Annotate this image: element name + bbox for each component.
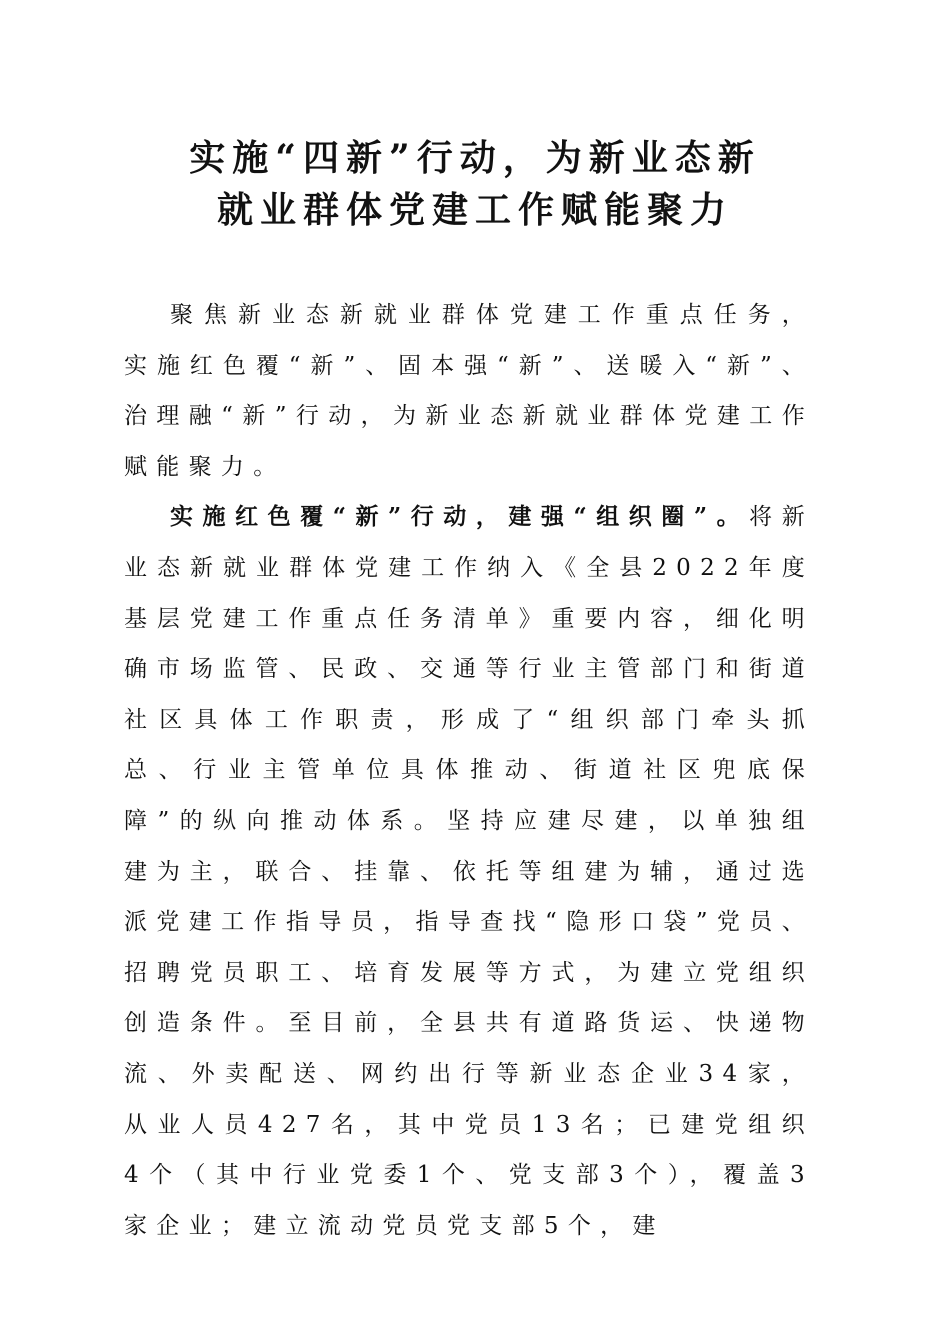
section-1-body: 将新业态新就业群体党建工作纳入《全县2022年度基层党建工作重点任务清单》重要内容，细化明确市场监管、民政、交通等行业主管部门和街道社区具体工作职责，形成了“组织部门牵头抓总、行业主管单位具体推动、街道社区兜底保障”的纵向推动体系。坚持应建尽建，以单独组建为主，联合、挂靠、依托等组建为辅，通过选派党建工作指导员，指导查找“隐形口袋”党员、招聘党员职工、培育发展等方式，为建立党组织创造条件。至目前，全县共有道路货运、快递物流、外卖配送、网约出行等新业态企业34家，从业人员427名，其中党员13名；已建党组织4个（其中行业党委1个、党支部3个），覆盖3家企业；建立流动党员党支部5个，建 [124, 504, 814, 1239]
document-title [120, 132, 830, 236]
document-body [124, 290, 814, 1251]
section-1-paragraph [124, 492, 814, 1251]
intro-paragraph: 聚焦新业态新就业群体党建工作重点任务，实施红色覆“新”、固本强“新”、送暖入“新”、治理融“新”行动，为新业态新就业群体党建工作赋能聚力。 [124, 302, 814, 480]
section-1-heading: 实施红色覆“新”行动，建强“组织圈”。 [170, 503, 750, 531]
title-line-2: 就业群体党建工作赋能聚力 [216, 189, 733, 231]
title-line-1: 实施“四新”行动，为新业态新 [189, 137, 761, 179]
